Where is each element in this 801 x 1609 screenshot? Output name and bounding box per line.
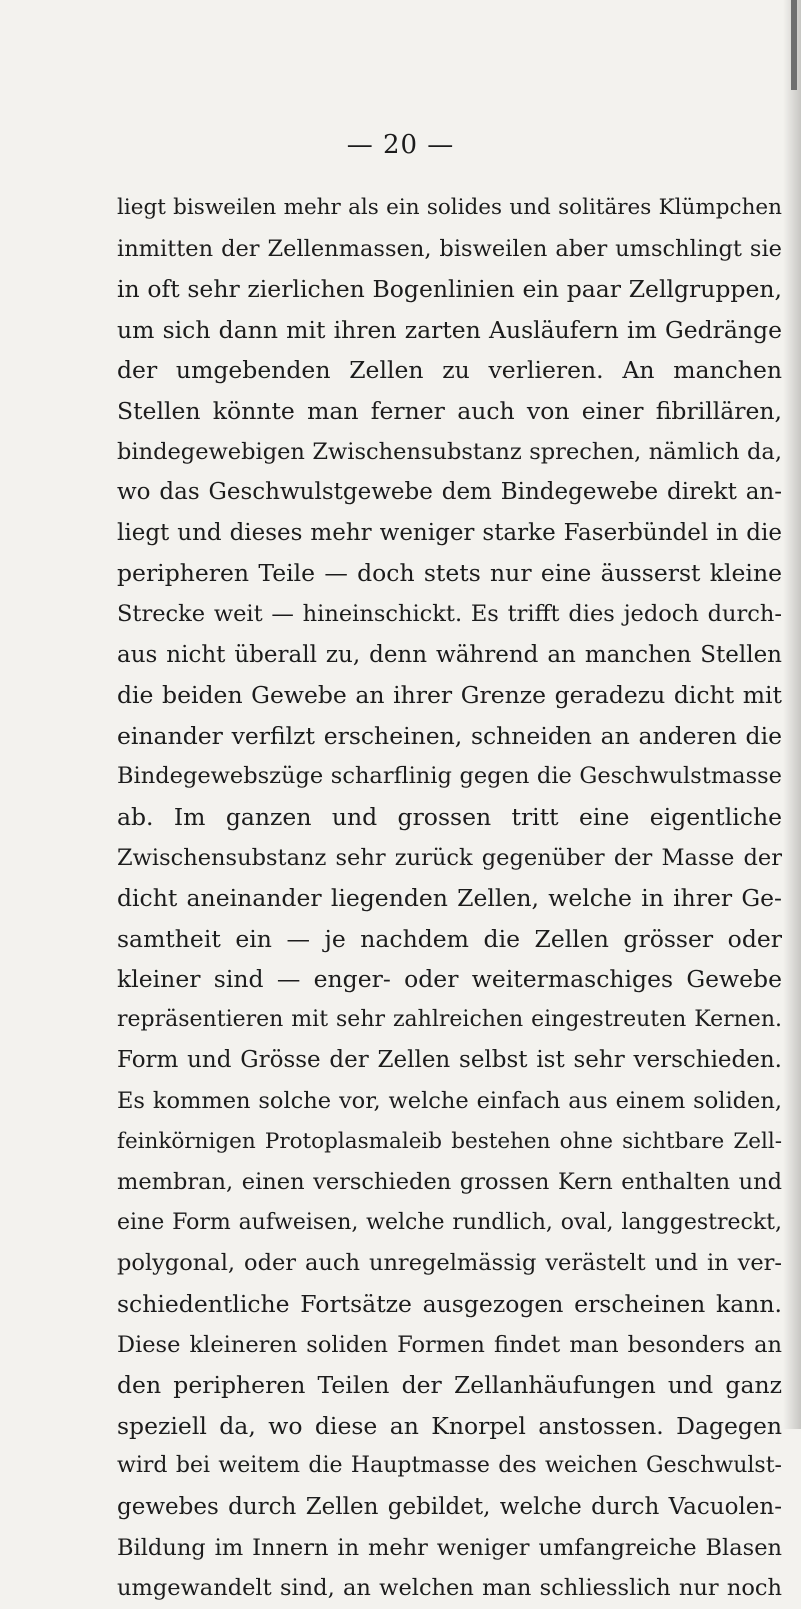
text-line: inmitten der Zellenmassen, bisweilen aber umschlingt sie xyxy=(117,235,782,262)
text-line: schiedentliche Fortsätze ausgezogen erscheinen kann. xyxy=(117,1290,782,1319)
text-line: Strecke weit — hineinschickt. Es trifft dies jedoch durch- xyxy=(117,600,782,627)
text-line: einander verfilzt erscheinen, schneiden an anderen die xyxy=(117,721,782,750)
text-line: aus nicht überall zu, denn während an manchen Stellen xyxy=(117,641,782,668)
text-line: gewebes durch Zellen gebildet, welche durch Vacuolen- xyxy=(117,1494,782,1520)
text-line: peripheren Teile — doch stets nur eine äusserst kleine xyxy=(117,559,782,588)
page-number: — 20 — xyxy=(346,130,455,160)
text-line: samtheit ein — je nachdem die Zellen grösser oder xyxy=(117,924,782,953)
text-line: in oft sehr zierlichen Bogenlinien ein paar Zellgruppen, xyxy=(117,275,782,304)
page-edge-shadow xyxy=(783,0,801,1429)
text-line: um sich dann mit ihren zarten Ausläufern im Gedränge xyxy=(117,315,782,344)
text-line: der umgebenden Zellen zu verlieren. An manchen xyxy=(117,356,782,385)
text-line: dicht aneinander liegenden Zellen, welche in ihrer Ge- xyxy=(117,884,782,913)
text-line: wird bei weitem die Hauptmasse des weichen Geschwulst- xyxy=(117,1453,782,1479)
text-line: liegt und dieses mehr weniger starke Faserbündel in die xyxy=(117,519,782,546)
page-edge-mark xyxy=(791,0,797,90)
body-text xyxy=(117,188,782,1609)
text-line: membran, einen verschieden grossen Kern enthalten und xyxy=(117,1169,782,1196)
text-line: ab. Im ganzen und grossen tritt eine eigentliche xyxy=(117,802,782,831)
text-line: polygonal, oder auch unregelmässig verästelt und in ver- xyxy=(117,1250,782,1277)
text-line: Diese kleineren soliden Formen findet man besonders an xyxy=(117,1331,782,1358)
text-line: liegt bisweilen mehr als ein solides und solitäres Klümpchen xyxy=(117,195,782,220)
text-line: bindegewebigen Zwischensubstanz sprechen, nämlich da, xyxy=(117,438,782,465)
text-line: repräsentieren mit sehr zahlreichen eingestreuten Kernen. xyxy=(117,1006,782,1032)
text-line: den peripheren Teilen der Zellanhäufungen und ganz xyxy=(117,1371,782,1400)
text-line: wo das Geschwulstgewebe dem Bindegewebe direkt an- xyxy=(117,479,782,506)
text-line: Bindegewebszüge scharflinig gegen die Geschwulstmasse xyxy=(117,763,782,790)
text-line: Es kommen solche vor, welche einfach aus einem soliden, xyxy=(117,1088,782,1115)
text-line: Form und Grösse der Zellen selbst ist sehr verschieden. xyxy=(117,1047,782,1074)
text-line: die beiden Gewebe an ihrer Grenze geradezu dicht mit xyxy=(117,681,782,710)
text-line: speziell da, wo diese an Knorpel anstossen. Dagegen xyxy=(117,1411,782,1440)
text-line: umgewandelt sind, an welchen man schliesslich nur noch xyxy=(117,1575,782,1602)
text-line: Zwischensubstanz sehr zurück gegenüber der Masse der xyxy=(117,844,782,871)
text-line: Bildung im Innern in mehr weniger umfangreiche Blasen xyxy=(117,1534,782,1561)
text-line: feinkörnigen Protoplasmaleib bestehen ohne sichtbare Zell- xyxy=(117,1128,782,1154)
text-line: kleiner sind — enger- oder weitermaschiges Gewebe xyxy=(117,965,782,994)
text-line: Stellen könnte man ferner auch von einer fibrillären, xyxy=(117,396,782,425)
text-line: eine Form aufweisen, welche rundlich, oval, langgestreckt, xyxy=(117,1209,782,1235)
